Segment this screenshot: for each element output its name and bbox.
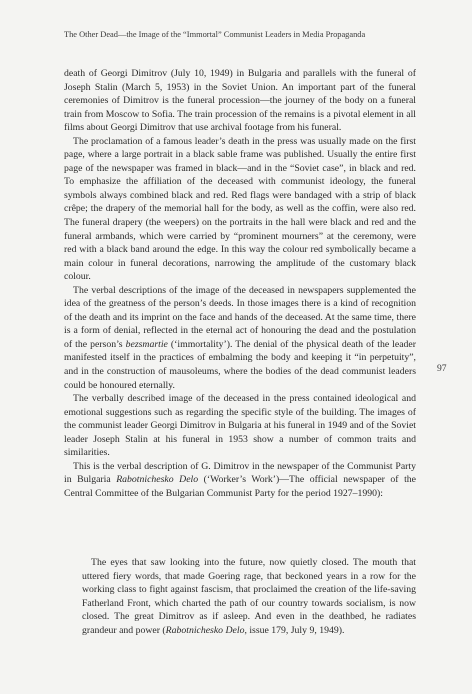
block-quote: The eyes that saw looking into the future, now quietly closed. The mouth that uttered fiery words, that made Goering rage, that beckoned years in a row for the working class to fight against fascism, that proclaimed the creation of the life-saving Fatherland Front, which charted the path of our country towards socialism, is now closed. The great Dimitrov as if asleep. And even in the deathbed, he radiates grandeur and power (Rabotnichesko Delo, issue 179, July 9, 1949).: [82, 557, 416, 636]
paragraph: The proclamation of a famous leader’s death in the press was usually made on the first page, where a large portrait in a black sable frame was published. Usually the entire first page of the newspaper was framed in black—and in the “Soviet case”, in black and red. To emphasize the affiliation of the deceased with communist ideology, the funeral symbols always combined black and red. Red flags were bandaged with a strip of black crêpe; the drapery of the memorial hall for the body, as well as the coffin, were also red. The funeral drapery (the weepers) on the portraits in the hall were black and red and the funeral armbands, which were carried by “prominent mourners” at the ceremony, were red with a black band around the edge. In this way the colour red symbolically became a main colour in funeral decorations, narrowing the amplitude of the customary black colour.: [64, 135, 416, 283]
paragraph: The verbal descriptions of the image of the deceased in newspapers supplemented the idea of the greatness of the person’s deeds. In those images there is a kind of recognition of the death and its imprint on the face and hands of the deceased. At the same time, there is a form of denial, reflected in the eternal act of honouring the dead and the postulation of the person’s bezsmartie (‘immortality’). The denial of the physical death of the leader manifested itself in the practices of embalming the body and keeping it “in perpetuity”, and in the construction of mausoleums, where the bodies of the dead communist leaders could be honoured eternally.: [64, 284, 416, 391]
paragraph: death of Georgi Dimitrov (July 10, 1949) in Bulgaria and parallels with the funeral of Joseph Stalin (March 5, 1953) in the Soviet Union. An important part of the funeral ceremonies of Dimitrov is the funeral procession—the journey of the body on a funeral train from Moscow to Sofia. The train procession of the remains is a pivotal element in all films about Georgi Dimitrov that use archival footage from his funeral.: [64, 68, 416, 134]
paragraph: This is the verbal description of G. Dimitrov in the newspaper of the Communist Party in Bulgaria Rabotnichesko Delo (‘Worker’s Work’)—The official newspaper of the Central Committee of the Bulgarian Communist Party for the period 1927–1990):: [64, 460, 416, 499]
paragraph: The verbally described image of the deceased in the press contained ideological and emotional suggestions such as regarding the specific style of the building. The images of the communist leader Georgi Dimitrov in Bulgaria at his funeral in 1949 and of the Soviet leader Joseph Stalin at his funeral in 1953 show a number of common traits and similarities.: [64, 393, 416, 459]
running-header: The Other Dead—the Image of the “Immortal” Communist Leaders in Media Propaganda: [64, 30, 366, 39]
page-number: 97: [437, 363, 447, 374]
main-text: [64, 67, 416, 501]
